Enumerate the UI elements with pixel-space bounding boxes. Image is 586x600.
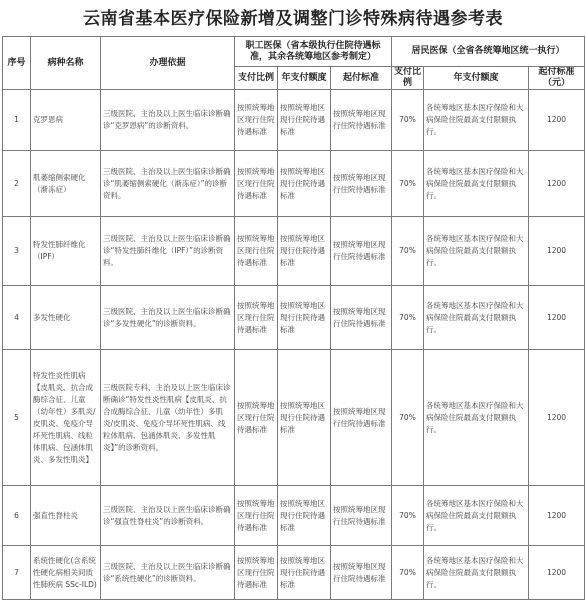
row-seq: 5 <box>3 350 31 486</box>
row-seq: 7 <box>3 546 31 600</box>
row-res-limit: 各统筹地区基本医疗保险和大病保险住院最高支付限额执行。 <box>424 217 529 286</box>
row-basis: 三级医院专科、主治及以上医生临床诊断确诊“特发性炎性肌病【皮肌炎、抗合成酶综合征、儿童（幼年性）多肌炎/皮肌炎、免疫介导坏死性肌病、线粒体肌病、包涵体肌炎、多发性肌炎】”的诊断资料。 <box>101 350 235 486</box>
row-res-threshold: 1200 <box>529 286 585 350</box>
row-res-ratio: 70% <box>392 350 424 486</box>
header-emp-ratio: 支付比例 <box>235 67 278 90</box>
row-res-ratio: 70% <box>392 90 424 151</box>
header-employee-insurance: 职工医保（省本级执行住院待遇标准，其余各统筹地区参考制定） <box>235 37 392 67</box>
row-res-threshold: 1200 <box>529 217 585 286</box>
row-emp-threshold: 按照统筹地区现行住院待遇标准 <box>331 151 392 217</box>
header-emp-threshold: 起付标准 <box>331 67 392 90</box>
table-row <box>3 286 585 350</box>
row-emp-limit: 按照统筹地区现行住院待遇标准 <box>278 90 331 151</box>
row-res-limit: 各统筹地区基本医疗保险和大病保险住院最高支付限额执行。 <box>424 546 529 600</box>
row-emp-limit: 按照统筹地区现行住院待遇标准 <box>278 217 331 286</box>
row-emp-threshold: 按照统筹地区现行住院待遇标准 <box>331 546 392 600</box>
row-res-limit: 各统筹地区基本医疗保险和大病保险住院最高支付限额执行。 <box>424 286 529 350</box>
row-res-ratio: 70% <box>392 286 424 350</box>
table-row <box>3 151 585 217</box>
row-emp-threshold: 按照统筹地区现行住院待遇标准 <box>331 90 392 151</box>
row-emp-ratio: 按照统筹地区现行住院待遇标准 <box>235 546 278 600</box>
row-res-threshold: 1200 <box>529 486 585 546</box>
header-res-limit: 年支付额度 <box>424 67 529 90</box>
row-disease: 多发性硬化 <box>31 286 101 350</box>
header-row-group <box>3 37 585 67</box>
row-res-ratio: 70% <box>392 151 424 217</box>
row-res-threshold: 1200 <box>529 546 585 600</box>
row-emp-ratio: 按照统筹地区现行住院待遇标准 <box>235 350 278 486</box>
row-emp-threshold: 按照统筹地区现行住院待遇标准 <box>331 486 392 546</box>
header-disease: 病种名称 <box>31 37 101 90</box>
table-row <box>3 90 585 151</box>
row-basis: 三级医院、主治及以上医生临床诊断确诊“多发性硬化”的诊断资料。 <box>101 286 235 350</box>
page-title: 云南省基本医疗保险新增及调整门诊特殊病待遇参考表 <box>83 9 503 29</box>
row-emp-ratio: 按照统筹地区现行住院待遇标准 <box>235 486 278 546</box>
row-res-threshold: 1200 <box>529 90 585 151</box>
row-basis: 三级医院、主治及以上医生临床诊断确诊“肌萎缩侧索硬化（渐冻症）”的诊断资料。 <box>101 151 235 217</box>
row-basis: 三级医院、主治及以上医生临床诊断确诊“系统性硬化”的诊断资料。 <box>101 546 235 600</box>
row-disease: 克罗恩病 <box>31 90 101 151</box>
row-res-limit: 各统筹地区基本医疗保险和大病保险住院最高支付限额执行。 <box>424 90 529 151</box>
row-seq: 4 <box>3 286 31 350</box>
row-emp-limit: 按照统筹地区现行住院待遇标准 <box>278 151 331 217</box>
table-row <box>3 217 585 286</box>
row-seq: 6 <box>3 486 31 546</box>
row-emp-limit: 按照统筹地区现行住院待遇标准 <box>278 286 331 350</box>
row-res-limit: 各统筹地区基本医疗保险和大病保险住院最高支付限额执行。 <box>424 350 529 486</box>
row-emp-ratio: 按照统筹地区现行住院待遇标准 <box>235 151 278 217</box>
row-basis: 三级医院、主治及以上医生临床诊断确诊“克罗恩病”的诊断资料。 <box>101 90 235 151</box>
row-res-threshold: 1200 <box>529 350 585 486</box>
row-emp-ratio: 按照统筹地区现行住院待遇标准 <box>235 217 278 286</box>
row-basis: 三级医院、主治及以上医生临床诊断确诊“特发性肺纤维化（IPF）”的诊断资料。 <box>101 217 235 286</box>
header-emp-limit: 年支付额度 <box>278 67 331 90</box>
header-seq: 序号 <box>3 37 31 90</box>
header-basis: 办理依据 <box>101 37 235 90</box>
row-res-limit: 各统筹地区基本医疗保险和大病保险住院最高支付限额执行。 <box>424 486 529 546</box>
row-res-ratio: 70% <box>392 217 424 286</box>
row-res-limit: 各统筹地区基本医疗保险和大病保险住院最高支付限额执行。 <box>424 151 529 217</box>
row-res-threshold: 1200 <box>529 151 585 217</box>
row-emp-threshold: 按照统筹地区现行住院待遇标准 <box>331 286 392 350</box>
table-row <box>3 546 585 600</box>
row-disease: 强直性脊柱炎 <box>31 486 101 546</box>
row-emp-threshold: 按照统筹地区现行住院待遇标准 <box>331 217 392 286</box>
row-emp-ratio: 按照统筹地区现行住院待遇标准 <box>235 90 278 151</box>
row-disease: 肌萎缩侧索硬化（渐冻症） <box>31 151 101 217</box>
header-res-threshold: 起付标准（元） <box>529 67 585 90</box>
table-row <box>3 486 585 546</box>
table-row <box>3 350 585 486</box>
header-resident-insurance: 居民医保（全省各统筹地区统一执行） <box>392 37 585 67</box>
header-res-ratio: 支付比例 <box>392 67 424 90</box>
row-seq: 3 <box>3 217 31 286</box>
row-emp-ratio: 按照统筹地区现行住院待遇标准 <box>235 286 278 350</box>
row-basis: 三级医院、主治及以上医生临床诊断确诊“强直性脊柱炎”的诊断资料。 <box>101 486 235 546</box>
treatment-table <box>2 36 585 600</box>
row-res-ratio: 70% <box>392 486 424 546</box>
row-seq: 2 <box>3 151 31 217</box>
row-disease: 系统性硬化(含系统性硬化病相关间质性肺疾病 SSc-ILD) <box>31 546 101 600</box>
row-emp-limit: 按照统筹地区现行住院待遇标准 <box>278 486 331 546</box>
row-emp-threshold: 按照统筹地区现行住院待遇标准 <box>331 350 392 486</box>
row-emp-limit: 按照统筹地区现行住院待遇标准 <box>278 350 331 486</box>
row-res-ratio: 70% <box>392 546 424 600</box>
row-emp-limit: 按照统筹地区现行住院待遇标准 <box>278 546 331 600</box>
row-disease: 特发性肺纤维化（IPF） <box>31 217 101 286</box>
row-disease: 特发性炎性肌病【皮肌炎、抗合成酶综合征、儿童（幼年性）多肌炎/皮肌炎、免疫介导坏死性肌病、线粒体肌病、包涵体肌炎、多发性肌炎】 <box>31 350 101 486</box>
row-seq: 1 <box>3 90 31 151</box>
